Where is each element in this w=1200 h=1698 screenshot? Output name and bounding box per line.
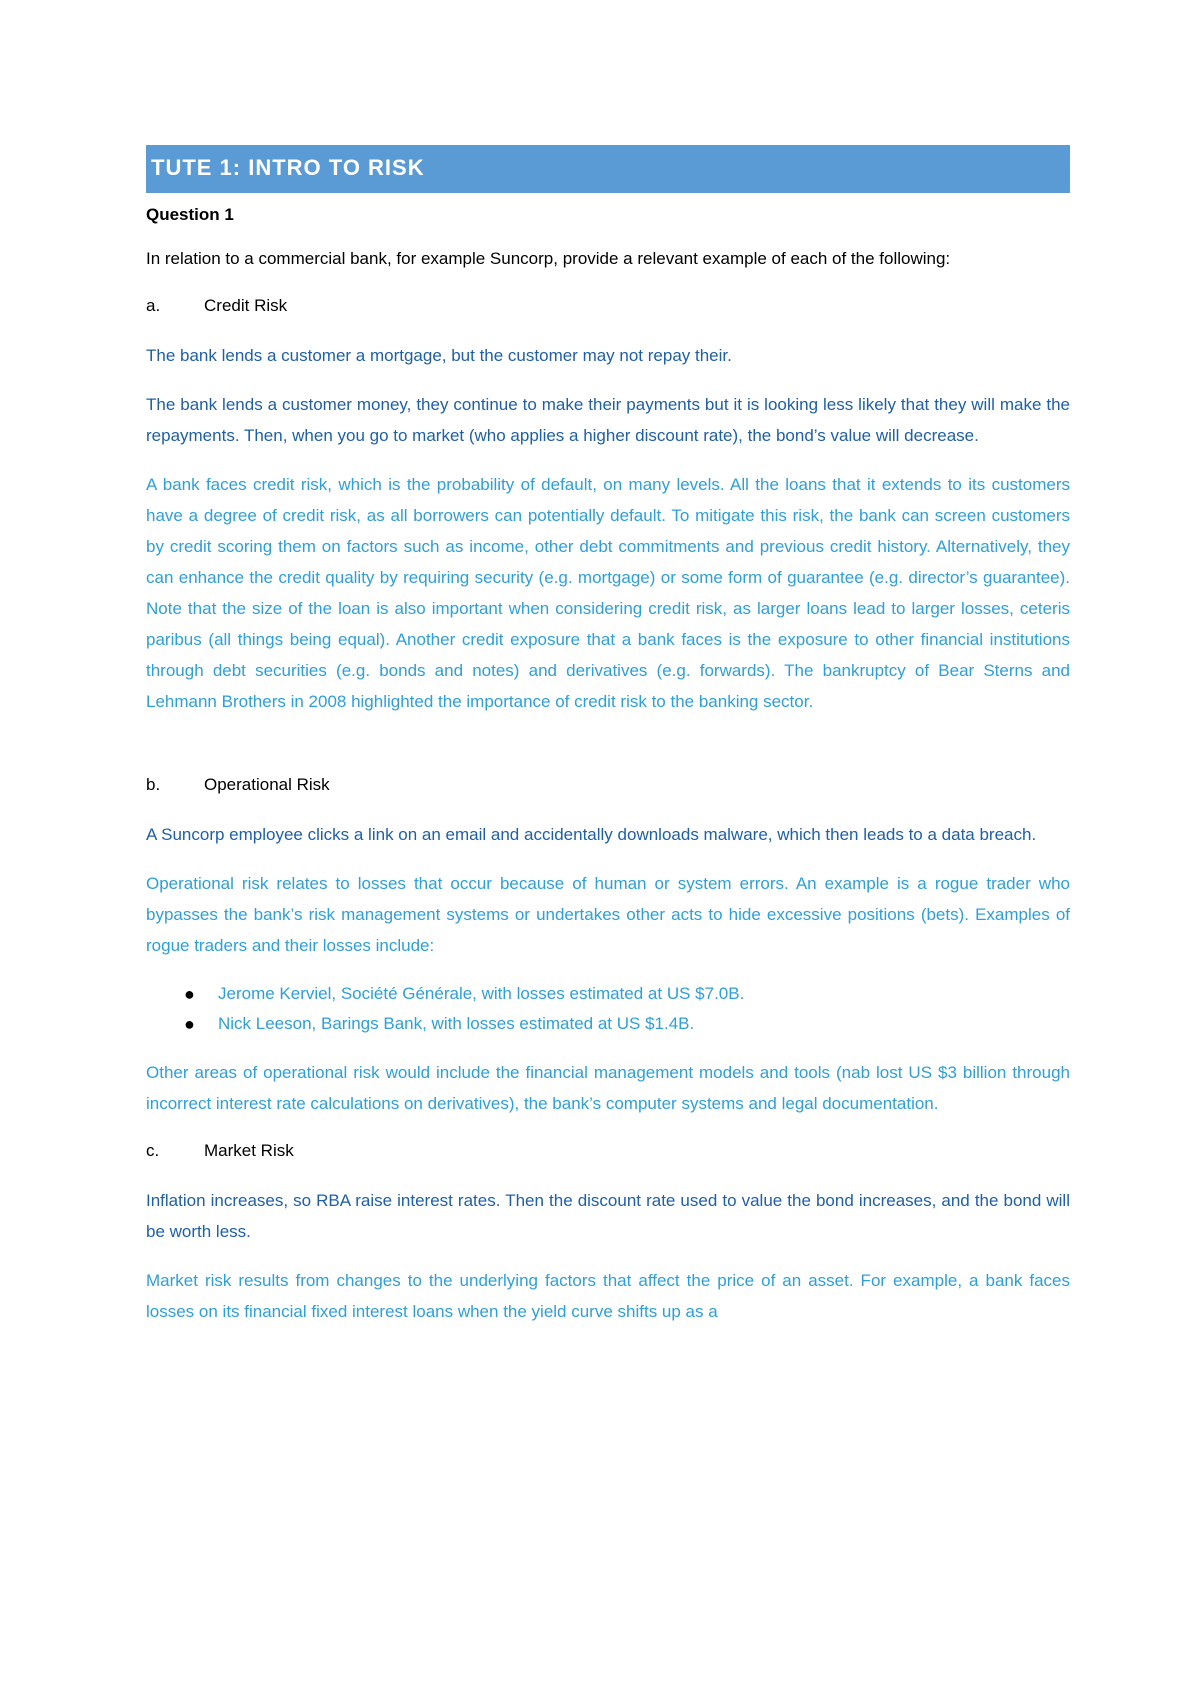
list-item-text: Jerome Kerviel, Société Générale, with losses estimated at US $7.0B.	[218, 984, 745, 1003]
section-c-heading	[146, 1137, 1070, 1165]
operational-risk-other-areas: Other areas of operational risk would include the financial management models and tools (nab lost US $3 billion through incorrect interest rate calculations on derivatives), the bank’s computer systems and legal documentation.	[146, 1063, 1070, 1113]
spacer	[146, 735, 1070, 771]
question-heading: Question 1	[146, 205, 234, 224]
section-a-heading	[146, 292, 1070, 320]
section-title: Operational Risk	[204, 775, 330, 794]
rogue-traders-list	[146, 979, 1070, 1039]
operational-risk-explanation: Operational risk relates to losses that occur because of human or system errors. An example is a rogue trader who bypasses the bank’s risk management systems or undertakes other acts to hide excessive positions (bets). Examples of rogue traders and their losses include:	[146, 874, 1070, 955]
market-risk-explanation: Market risk results from changes to the underlying factors that affect the price of an asset. For example, a bank faces losses on its financial fixed interest loans when the yield curve shifts up as a	[146, 1271, 1070, 1321]
operational-risk-example: A Suncorp employee clicks a link on an email and accidentally downloads malware, which then leads to a data breach.	[146, 825, 1037, 844]
document-page	[146, 145, 1070, 1345]
credit-risk-example-2: The bank lends a customer money, they continue to make their payments but it is looking less likely that they will make the repayments. Then, when you go to market (who applies a higher discount rate), the bond’s value will decrease.	[146, 395, 1070, 445]
bullet-icon: ●	[184, 1014, 195, 1034]
credit-risk-explanation: A bank faces credit risk, which is the probability of default, on many levels. All the loans that it extends to its customers have a degree of credit risk, as all borrowers can potentially default. To mitigate this risk, the bank can screen customers by credit scoring them on factors such as income, other debt commitments and previous credit history. Alternatively, they can enhance the credit quality by requiring security (e.g. mortgage) or some form of guarantee (e.g. director’s guarantee). Note that the size of the loan is also important when considering credit risk, as larger loans lead to larger losses, ceteris paribus (all things being equal). Another credit exposure that a bank faces is the exposure to other financial institutions through debt securities (e.g. bonds and notes) and derivatives (e.g. forwards). The bankruptcy of Bear Sterns and Lehmann Brothers in 2008 highlighted the importance of credit risk to the banking sector.	[146, 475, 1070, 711]
section-letter: a.	[146, 296, 161, 315]
list-item	[184, 1009, 1070, 1039]
market-risk-example: Inflation increases, so RBA raise interest rates. Then the discount rate used to value the bond increases, and the bond will be worth less.	[146, 1191, 1070, 1241]
section-letter: b.	[146, 775, 161, 794]
credit-risk-example-1: The bank lends a customer a mortgage, but the customer may not repay their.	[146, 346, 732, 365]
section-title: Market Risk	[204, 1141, 294, 1160]
question-intro: In relation to a commercial bank, for example Suncorp, provide a relevant example of each of the following:	[146, 249, 951, 268]
document-title: TUTE 1: INTRO TO RISK	[146, 145, 1070, 193]
section-letter: c.	[146, 1141, 160, 1160]
section-b-heading	[146, 771, 1070, 799]
list-item-text: Nick Leeson, Barings Bank, with losses estimated at US $1.4B.	[218, 1014, 695, 1033]
section-title: Credit Risk	[204, 296, 288, 315]
bullet-icon: ●	[184, 984, 195, 1004]
list-item	[184, 979, 1070, 1009]
